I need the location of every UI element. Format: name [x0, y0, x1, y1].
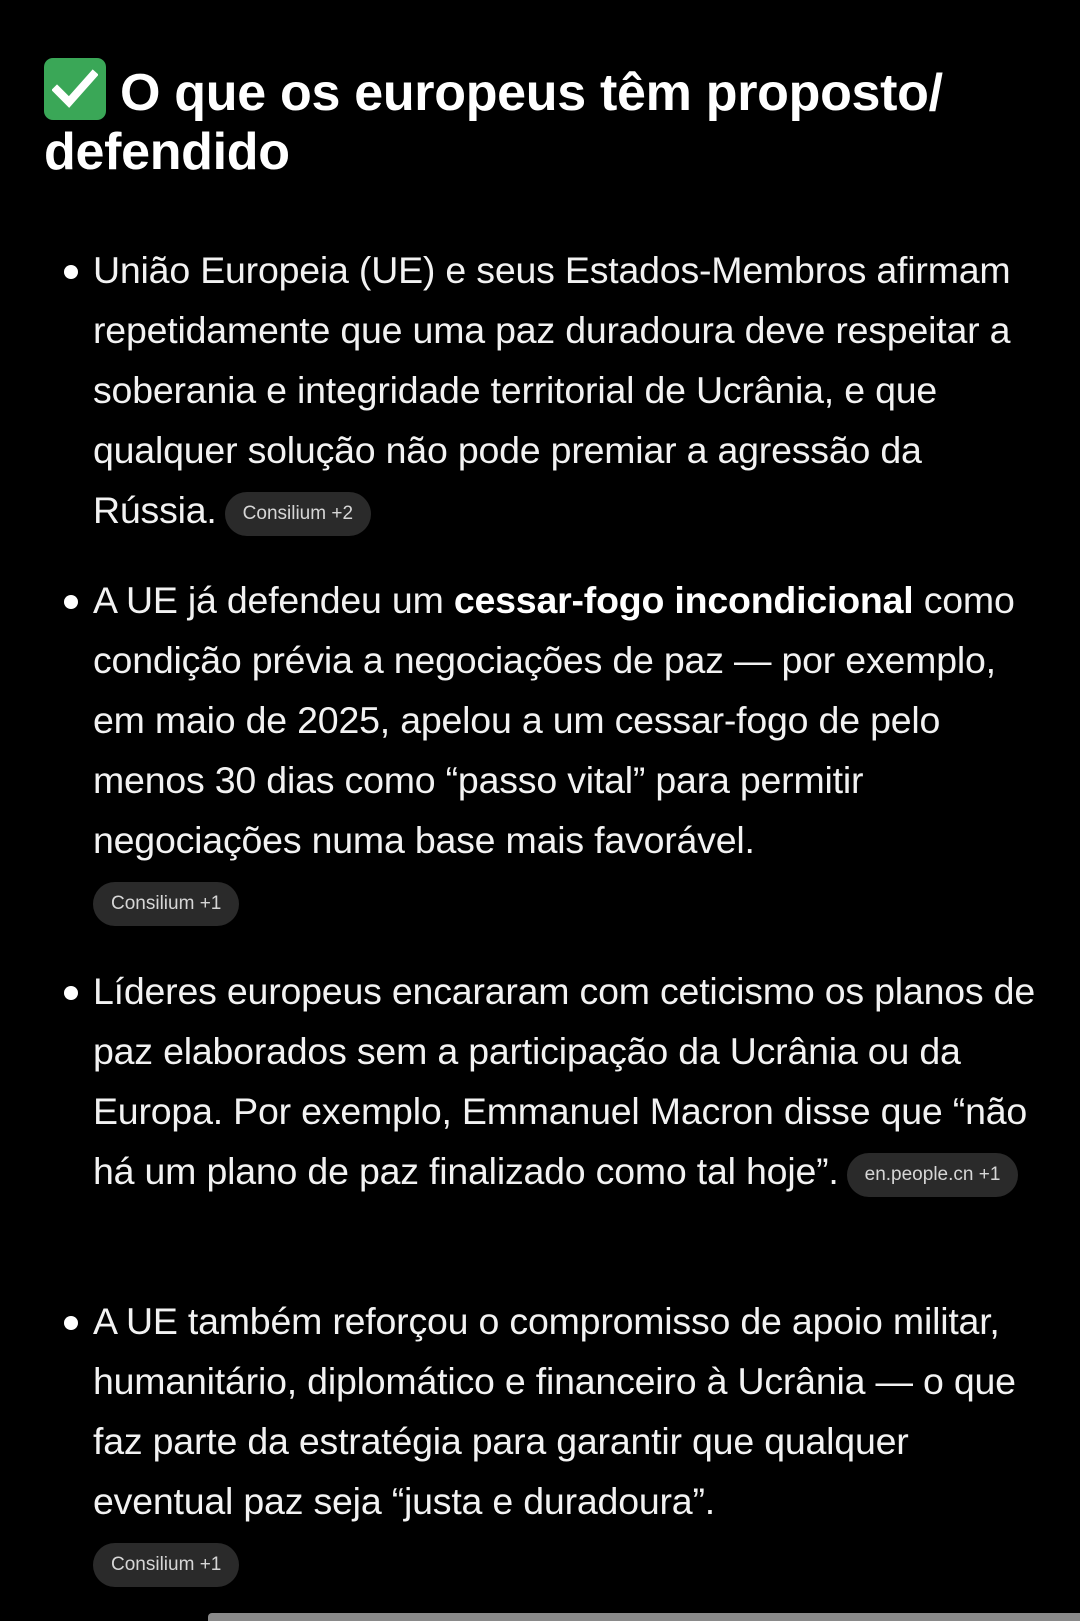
source-chip[interactable]: en.people.cn +1 [847, 1153, 1019, 1197]
bullet-dot [64, 986, 78, 1000]
source-chip[interactable]: Consilium +1 [93, 1543, 239, 1587]
section-title: O que os europeus têm proposto/ defendido [44, 64, 943, 181]
list-item-text [93, 570, 1053, 930]
source-chip[interactable]: Consilium +2 [225, 492, 371, 536]
section-heading [44, 58, 1044, 182]
check-mark-icon [44, 58, 106, 120]
list-item-text [93, 961, 1053, 1201]
bullet-dot [64, 265, 78, 279]
item-text: A UE também reforçou o compromisso de apoio militar, humanitário, diplomático e financeiro à Ucrânia — o que faz parte da estratégia para garantir que qualquer eventual paz seja “justa e duradoura”. [93, 1300, 1016, 1522]
item-text: Líderes europeus encararam com ceticismo os planos de paz elaborados sem a participação da Ucrânia ou da Europa. Por exemplo, Emmanuel Macron disse que “não há um plano de paz finalizado como tal hoje”. [93, 970, 1035, 1192]
bullet-dot [64, 1316, 78, 1330]
list-item-text [93, 1291, 1053, 1591]
item-text: União Europeia (UE) e seus Estados-Membros afirmam repetidamente que uma paz duradoura deve respeitar a soberania e integridade territorial de Ucrânia, e que qualquer solução não pode premiar a agressão da Rússia. [93, 249, 1011, 531]
list-item-text [93, 240, 1053, 540]
source-chip[interactable]: Consilium +1 [93, 882, 239, 926]
item-bold-text: cessar-fogo incondicional [453, 579, 914, 621]
bullet-dot [64, 595, 78, 609]
item-text: A UE já defendeu um [93, 579, 454, 621]
horizontal-scrollbar[interactable] [208, 1613, 1080, 1621]
item-text-continued: como condição prévia a negociações de paz — por exemplo, em maio de 2025, apelou a um cessar-fogo de pelo menos 30 dias como “passo vital” para permitir negociações numa base mais favorável. [93, 579, 1015, 861]
